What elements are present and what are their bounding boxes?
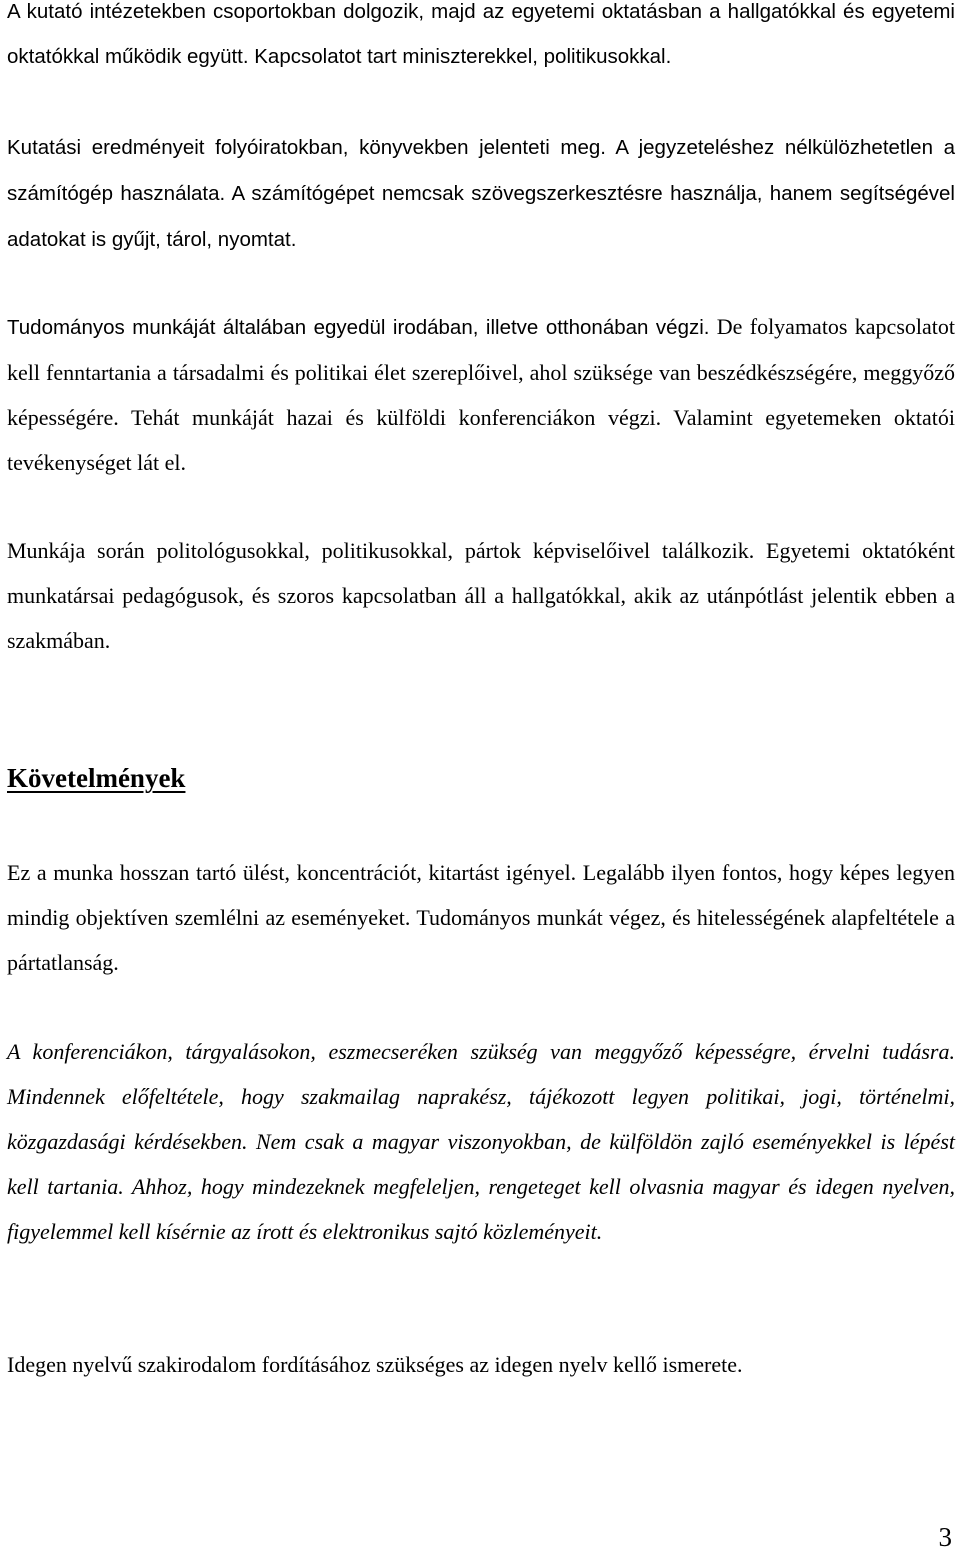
paragraph-research-results (7, 124, 955, 262)
paragraph-requirements (7, 850, 955, 985)
paragraph-scientific-work-text-2: De folyamatos kapcsolatot kell fenntartania a társadalmi és politikai élet szereplőivel, ahol szüksége van beszédkészségére, meggyőző képességére. Tehát munkáját hazai és külföldi konferenciákon végzi. Valamint egyetemeken oktatói tevékenységet lát el. (7, 314, 955, 475)
paragraph-foreign-language-text: Idegen nyelvű szakirodalom fordításához szükséges az idegen nyelv kellő ismerete. (7, 1352, 743, 1377)
paragraph-research-results-text-1: Kutatási eredményeit folyóiratokban, könyvekben jelenteti meg. A jegyzeteléshez nélkülözhetetlen a számítógép használata. (7, 136, 955, 205)
section-heading-requirements: Követelmények (7, 763, 186, 793)
paragraph-scientific-work-text-1: Tudományos munkáját általában egyedül irodában, illetve otthonában végzi. (7, 316, 710, 339)
paragraph-requirements-text: Ez a munka hosszan tartó ülést, koncentrációt, kitartást igényel. Legalább ilyen fontos, hogy képes legyen mindig objektíven szemlélni az eseményeket. Tudományos munkát végez, és hitelességének alapfeltétele a pártatlanság. (7, 860, 955, 975)
paragraph-conferences-text: A konferenciákon, tárgyalásokon, eszmecseréken szükség van meggyőző képességre, érvelni tudásra. Mindennek előfeltétele, hogy szakmailag naprakész, tájékozott legyen politikai, jogi, történelmi, közgazdasági kérdésekben. Nem csak a magyar viszonyokban, de külföldön zajló eseményekkel is lépést kell tartania. Ahhoz, hogy mindezeknek megfeleljen, rengeteget kell olvasnia magyar és idegen nyelven, figyelemmel kell kísérnie az írott és elektronikus sajtó közleményeit. (7, 1039, 955, 1244)
paragraph-contacts-text: Munkája során politológusokkal, politikusokkal, pártok képviselőivel találkozik. Egyetemi oktatóként munkatársai pedagógusok, és szoros kapcsolatban áll a hallgatókkal, akik az utánpótlást jelentik ebben a szakmában. (7, 538, 955, 653)
paragraph-conferences (7, 1029, 955, 1254)
paragraph-contacts (7, 528, 955, 663)
paragraph-foreign-language (7, 1342, 955, 1387)
paragraph-collaboration-text: A kutató intézetekben csoportokban dolgozik, majd az egyetemi oktatásban a hallgatókkal és egyetemi oktatókkal működik együtt. Kapcsolatot tart miniszterekkel, politikusokkal. (7, 0, 955, 68)
page-number: 3 (938, 1522, 952, 1552)
paragraph-collaboration (7, 0, 955, 79)
paragraph-research-results-text-2: A számítógépet nemcsak szövegszerkesztésre használja, hanem segítségével adatokat is gyűjt, tárol, nyomtat. (7, 182, 955, 251)
paragraph-scientific-work (7, 304, 955, 485)
